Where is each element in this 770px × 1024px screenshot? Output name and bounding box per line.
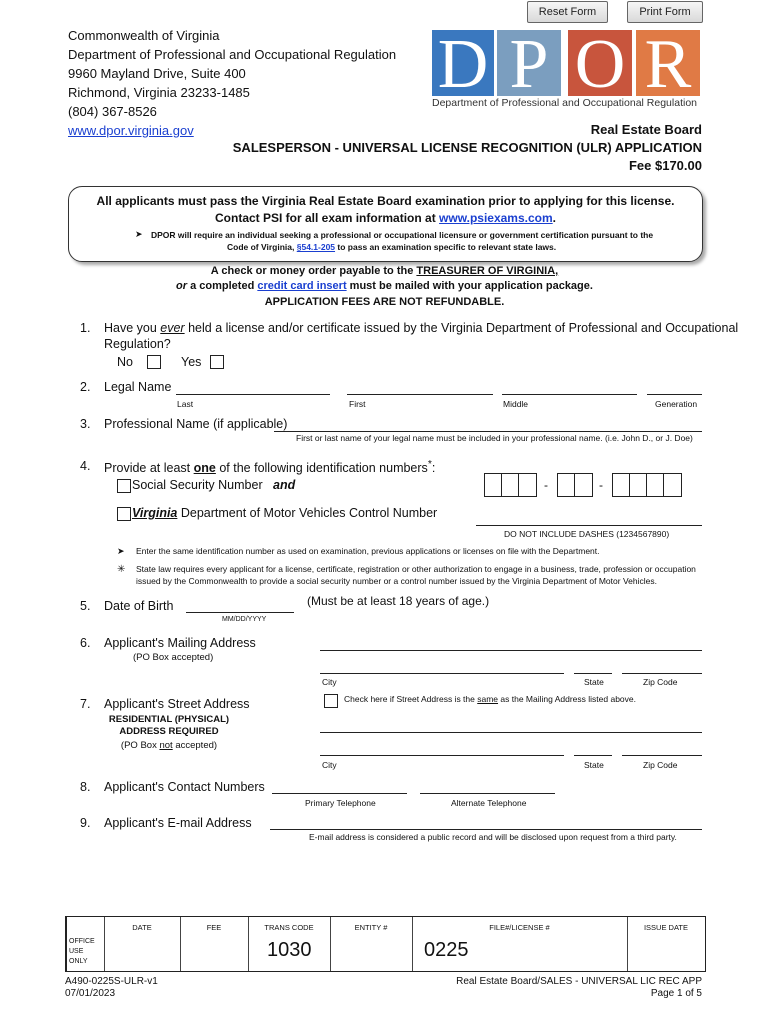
q2-number: 2. <box>80 380 91 394</box>
generation-caption: Generation <box>655 399 698 409</box>
q4-colon: : <box>431 461 436 476</box>
q1-text <box>104 321 738 335</box>
street-zip-caption: Zip Code <box>643 760 678 770</box>
form-date: 07/01/2023 <box>65 988 116 999</box>
logo-letter-r: R <box>636 30 700 96</box>
q7-number: 7. <box>80 697 91 711</box>
dmv-label-text: Department of Motor Vehicles Control Number <box>177 506 438 520</box>
street-city-field[interactable] <box>320 755 564 756</box>
q1-number: 1. <box>80 321 91 335</box>
q1-text-line2: Regulation? <box>104 337 171 351</box>
dmv-virginia: Virginia <box>132 506 178 520</box>
q6-number: 6. <box>80 636 91 650</box>
notice-bullet-line2 <box>227 242 556 252</box>
last-caption: Last <box>177 399 194 409</box>
middle-caption: Middle <box>503 399 529 409</box>
q7-sub1: RESIDENTIAL (PHYSICAL) <box>108 714 230 725</box>
id-digit-box[interactable] <box>574 473 593 497</box>
dmv-label <box>132 506 437 520</box>
notice-line1: All applicants must pass the Virginia Real Estate Board examination prior to applying for this license. <box>96 194 675 208</box>
q4-label-one: one <box>193 461 216 476</box>
q7-label: Applicant's Street Address <box>104 697 250 711</box>
same-address-post: as the Mailing Address listed above. <box>498 694 636 704</box>
mailing-city-field[interactable] <box>320 673 564 674</box>
payment-line2-post: must be mailed with your application package. <box>346 280 593 292</box>
ssn-label: Social Security Number <box>132 478 263 492</box>
no-dashes-note: DO NOT INCLUDE DASHES (1234567890) <box>504 529 670 539</box>
logo-letter-d: D <box>432 30 494 96</box>
notice-line2-period: . <box>552 211 556 225</box>
q9-label: Applicant's E-mail Address <box>104 816 252 830</box>
q3-label: Professional Name (if applicable) <box>104 417 288 431</box>
form-title: SALESPERSON - UNIVERSAL LICENSE RECOGNITION (ULR) APPLICATION <box>232 140 702 155</box>
q7-sub3 <box>104 740 234 751</box>
q5-number: 5. <box>80 599 91 613</box>
reset-form-button[interactable]: Reset Form <box>527 1 608 23</box>
footer-form-name: Real Estate Board/SALES - UNIVERSAL LIC REC APP <box>456 976 702 987</box>
footer-left <box>65 976 158 1000</box>
q1-yes-checkbox[interactable] <box>210 355 224 369</box>
alternate-phone-field[interactable] <box>420 793 555 794</box>
same-address-em: same <box>477 694 499 704</box>
id-dash: - <box>599 478 603 492</box>
office-use-label <box>69 937 95 967</box>
footer-right <box>456 976 702 1000</box>
q1-no-label: No <box>117 355 133 369</box>
professional-name-field[interactable] <box>274 431 702 432</box>
q4-label-post: of the following identification numbers <box>215 461 428 476</box>
q7-sub3-post: accepted) <box>172 740 218 751</box>
first-name-field[interactable] <box>347 394 493 395</box>
same-address-checkbox[interactable] <box>324 694 338 708</box>
middle-name-field[interactable] <box>502 394 637 395</box>
id-note2a: State law requires every applicant for a license, certificate, registration or other authorization to engage in a business, trade, profession or occupation <box>136 564 696 574</box>
id-note2b: issued by the Commonwealth to provide a social security number or a control number issued by the Virginia Department of Motor Vehicles. <box>136 576 657 586</box>
notice-line2-text: Contact PSI for all exam information at <box>215 211 440 225</box>
q2-label: Legal Name <box>104 380 172 394</box>
id-divider <box>476 525 702 526</box>
first-caption: First <box>349 399 366 409</box>
street-zip-field[interactable] <box>622 755 702 756</box>
application-fee: Fee $170.00 <box>628 158 702 173</box>
q7-sub2: ADDRESS REQUIRED <box>119 726 219 737</box>
q4-label <box>104 459 435 475</box>
asterisk-icon: * <box>427 459 432 470</box>
notice-bullet2-pre: Code of Virginia, <box>227 242 297 252</box>
dmv-checkbox[interactable] <box>117 507 131 521</box>
q6-label: Applicant's Mailing Address <box>104 636 256 650</box>
q7-sub3-not: not <box>159 740 173 751</box>
board-name: Real Estate Board <box>590 122 702 137</box>
payment-line1 <box>68 265 701 277</box>
office-use-table <box>65 916 706 972</box>
notice-line2 <box>69 211 702 225</box>
form-id: A490-0225S-ULR-v1 <box>65 976 158 987</box>
exam-notice-box <box>68 186 703 262</box>
email-field[interactable] <box>270 829 702 830</box>
primary-phone-caption: Primary Telephone <box>305 798 376 808</box>
q1-no-checkbox[interactable] <box>147 355 161 369</box>
mailing-state-caption: State <box>584 677 604 687</box>
agency-line3: 9960 Mayland Drive, Suite 400 <box>68 66 246 81</box>
logo-letter-o: O <box>568 30 632 96</box>
agency-phone: (804) 367-8526 <box>68 104 157 119</box>
notice-bullet2-post: to pass an examination specific to relevant state laws. <box>335 242 557 252</box>
same-address-label <box>344 694 636 704</box>
generation-field[interactable] <box>647 394 702 395</box>
arrow-bullet-icon: ➤ <box>135 229 143 239</box>
dob-note: (Must be at least 18 years of age.) <box>307 594 490 608</box>
mailing-state-field[interactable] <box>574 673 612 674</box>
q8-label: Applicant's Contact Numbers <box>104 780 265 794</box>
q1-yes-label: Yes <box>181 355 202 369</box>
code-section-link[interactable]: §54.1-205 <box>296 242 336 252</box>
logo-letter-p: P <box>497 30 561 96</box>
office-trans-value: 1030 <box>267 939 312 961</box>
office-entity-header: ENTITY # <box>354 923 388 932</box>
id-dash: - <box>544 478 548 492</box>
q3-number: 3. <box>80 417 91 431</box>
office-file-header: FILE#/LICENSE # <box>489 923 550 932</box>
street-address-field[interactable] <box>320 732 702 733</box>
agency-line4: Richmond, Virginia 23233-1485 <box>68 85 250 100</box>
id-digit-box[interactable] <box>663 473 682 497</box>
agency-address <box>68 26 396 140</box>
office-trans-header: TRANS CODE <box>264 923 314 932</box>
street-state-caption: State <box>584 760 604 770</box>
office-fee-header: FEE <box>206 923 222 932</box>
primary-phone-field[interactable] <box>272 793 407 794</box>
ssn-checkbox[interactable] <box>117 479 131 493</box>
same-address-pre: Check here if Street Address is the <box>344 694 478 704</box>
payment-line3: APPLICATION FEES ARE NOT REFUNDABLE. <box>264 296 505 308</box>
street-state-field[interactable] <box>574 755 612 756</box>
page-number: Page 1 of 5 <box>650 988 702 999</box>
asterisk-icon: ✳ <box>117 564 126 575</box>
mailing-city-caption: City <box>322 677 337 687</box>
office-file-value: 0225 <box>424 939 469 961</box>
q7-sub3-pre: (PO Box <box>120 740 160 751</box>
email-note: E-mail address is considered a public record and will be disclosed upon request from a third party. <box>309 832 677 842</box>
payment-line2-mid: a completed <box>187 280 258 292</box>
last-name-field[interactable] <box>176 394 330 395</box>
agency-line1: Commonwealth of Virginia <box>68 28 220 43</box>
professional-name-note: First or last name of your legal name must be included in your professional name. (i.e. John D., or J. Doe) <box>296 433 693 443</box>
date-of-birth-field[interactable] <box>186 612 294 613</box>
treasurer-text: TREASURER OF VIRGINIA, <box>416 265 559 277</box>
arrow-bullet-icon: ➤ <box>117 546 125 556</box>
q4-number: 4. <box>80 459 91 473</box>
mailing-zip-caption: Zip Code <box>643 677 678 687</box>
q1-text-post: held a license and/or certificate issued by the Virginia Department of Professional and Occupational <box>184 321 739 335</box>
id-note1: Enter the same identification number as used on examination, previous applications or licenses on file with the Department. <box>136 546 600 556</box>
office-label-line: OFFICE <box>69 938 95 945</box>
office-label-line: ONLY <box>69 958 88 965</box>
agency-website-link[interactable]: www.dpor.virginia.gov <box>68 123 194 138</box>
office-label-line: USE <box>69 948 84 955</box>
q1-ever: ever <box>160 321 185 335</box>
q9-number: 9. <box>80 816 91 830</box>
psi-exams-link[interactable]: www.psiexams.com <box>439 211 553 225</box>
street-city-caption: City <box>322 760 337 770</box>
q4-label-pre: Provide at least <box>104 461 194 476</box>
logo-caption: Department of Professional and Occupational Regulation <box>432 97 697 109</box>
office-issue-header: ISSUE DATE <box>643 923 689 932</box>
notice-bullet-line1: DPOR will require an individual seeking a professional or occupational licensure or government certification pursuant to the <box>151 230 654 240</box>
payment-line1-text: A check or money order payable to the <box>210 265 417 277</box>
credit-card-insert-link[interactable]: credit card insert <box>257 280 347 292</box>
alternate-phone-caption: Alternate Telephone <box>451 798 527 808</box>
and-label: and <box>273 478 296 492</box>
q5-label: Date of Birth <box>104 599 174 613</box>
payment-or: or <box>176 280 188 292</box>
mailing-address-field[interactable] <box>320 650 702 651</box>
mailing-zip-field[interactable] <box>622 673 702 674</box>
q6-sub: (PO Box accepted) <box>133 652 214 663</box>
dob-format: MM/DD/YYYY <box>222 616 267 623</box>
agency-line2: Department of Professional and Occupational Regulation <box>68 47 397 62</box>
payment-line2 <box>68 280 701 292</box>
office-date-header: DATE <box>132 923 152 932</box>
print-form-button[interactable]: Print Form <box>627 1 703 23</box>
q8-number: 8. <box>80 780 91 794</box>
q1-text-pre: Have you <box>104 321 161 335</box>
id-digit-box[interactable] <box>518 473 537 497</box>
